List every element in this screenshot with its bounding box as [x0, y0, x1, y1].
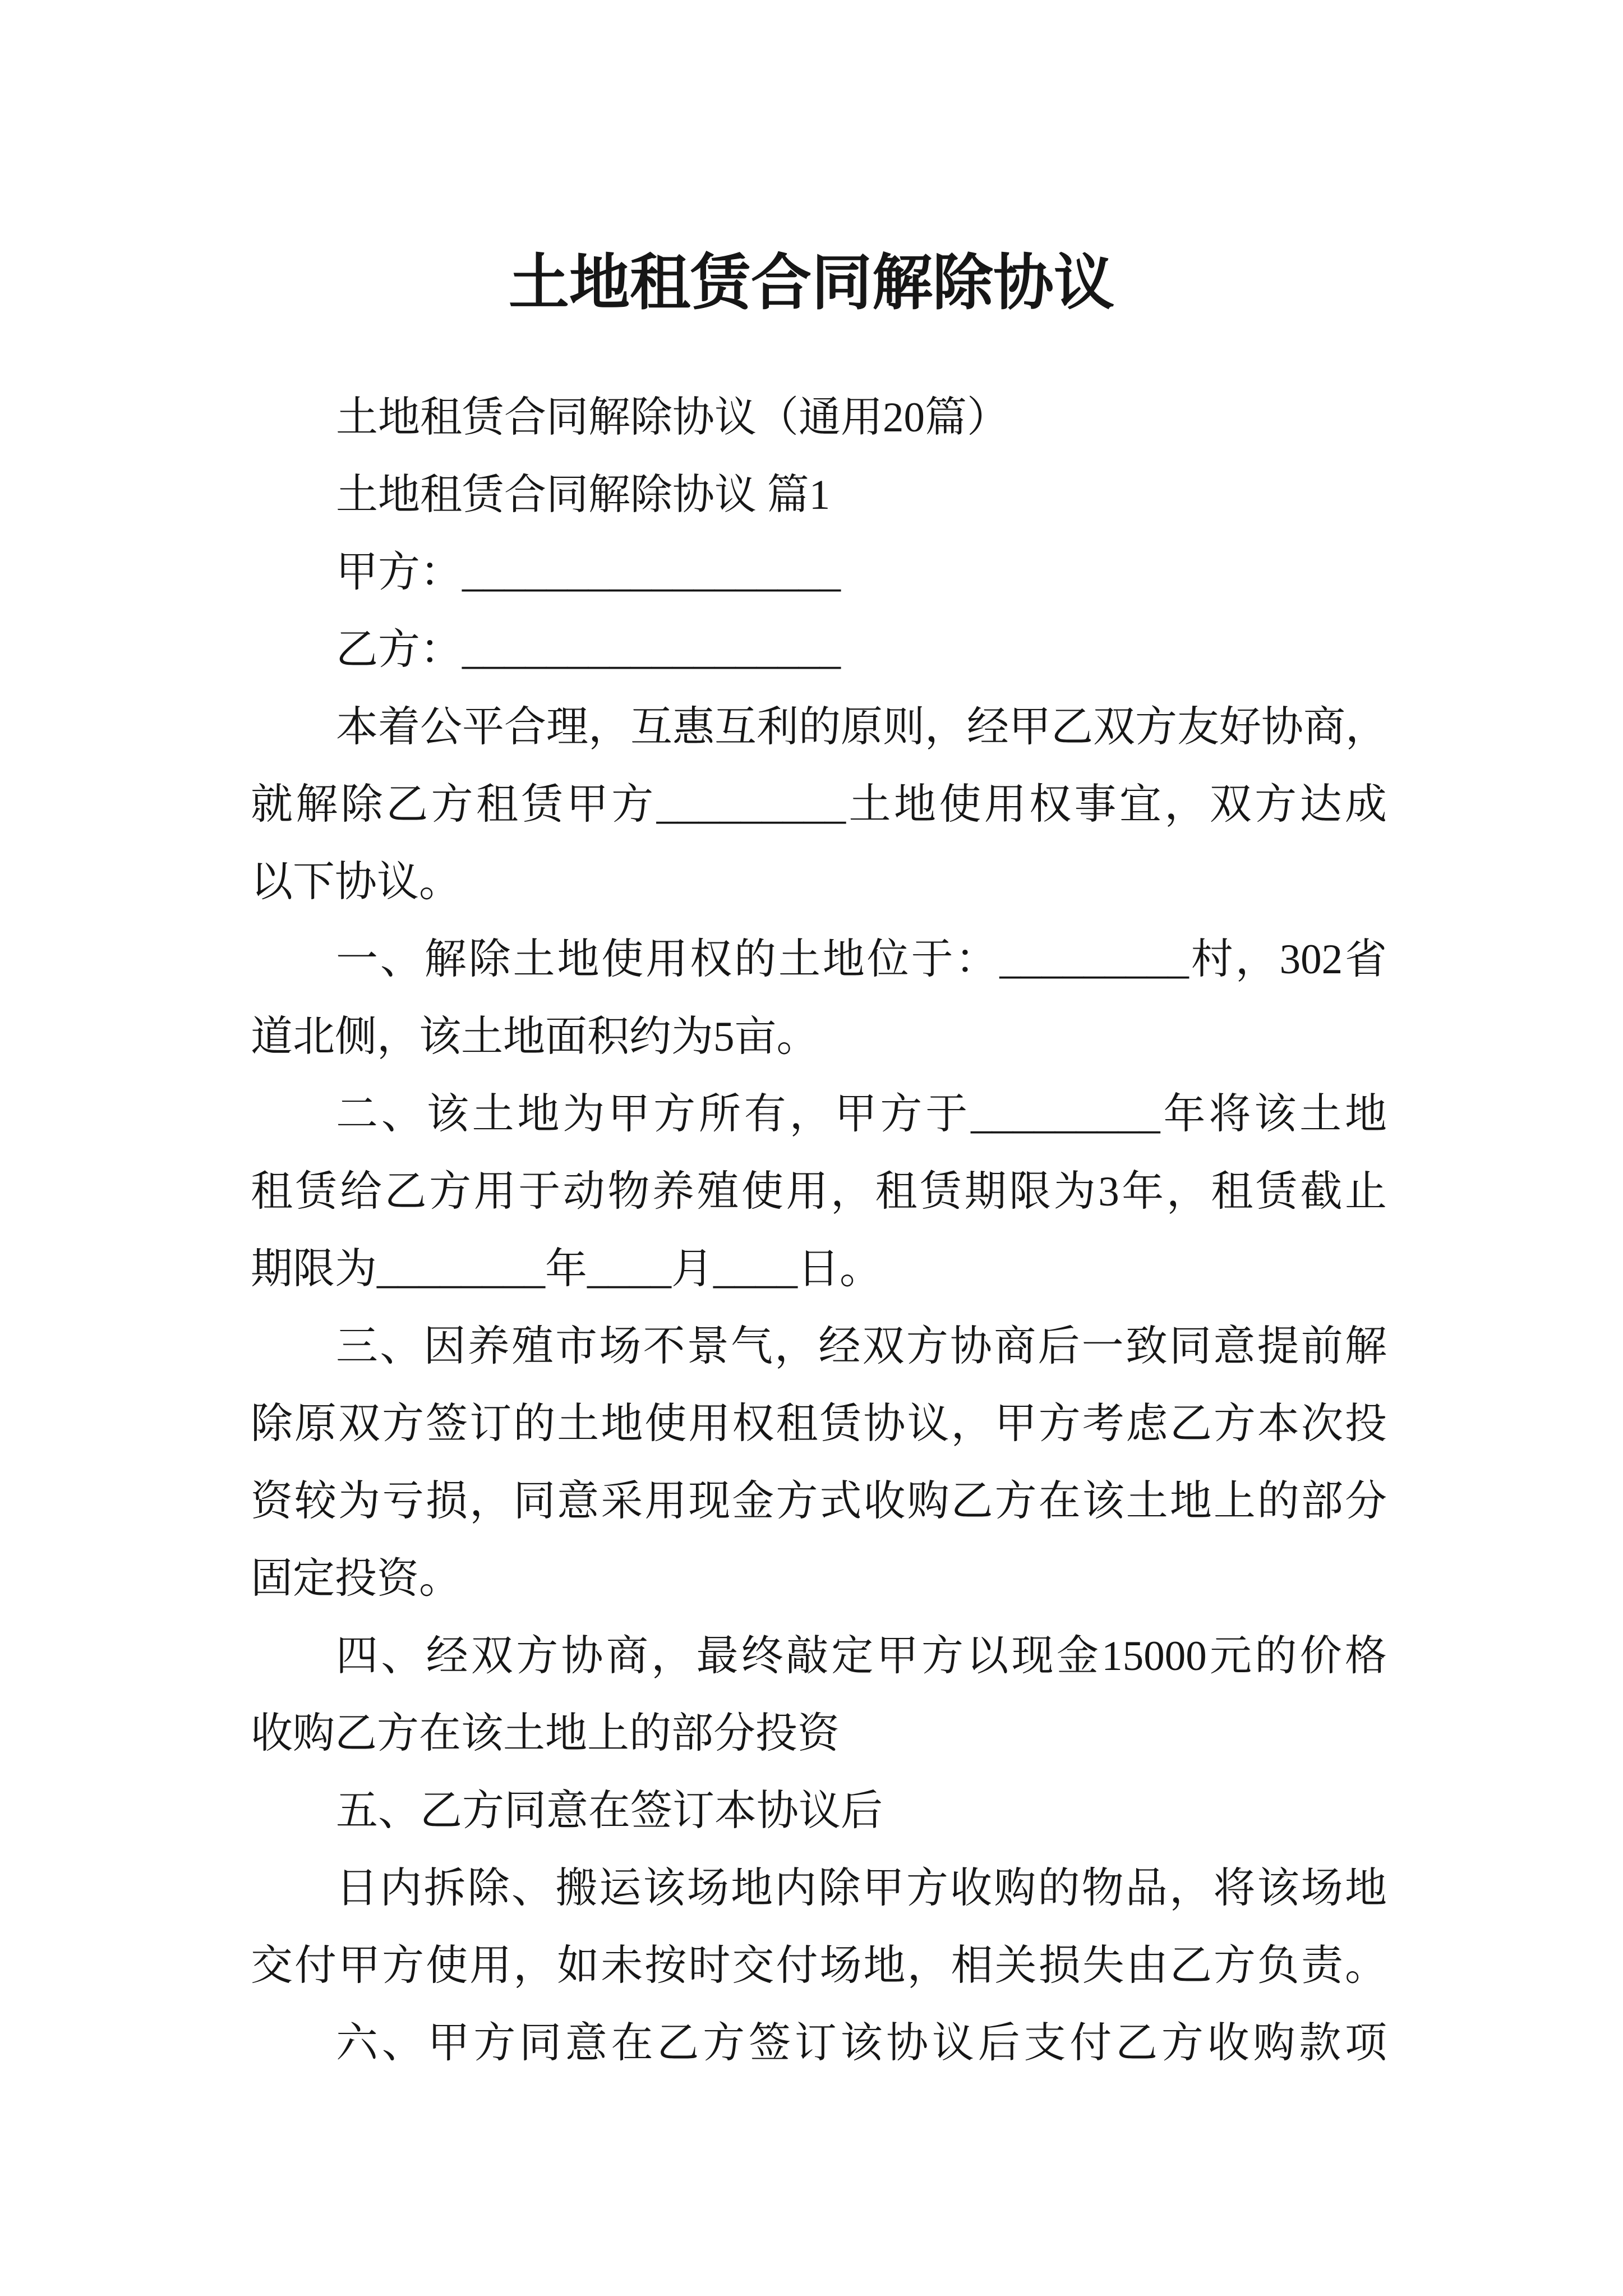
paragraph-line: 三、因养殖市场不景气，经双方协商后一致同意提前解: [336, 1323, 1387, 1370]
paragraph-line: 交付甲方使用，如未按时交付场地，相关损失由乙方负责。: [251, 1943, 1387, 1989]
paragraph-line: 土地租赁合同解除协议 篇1: [336, 472, 831, 518]
paragraph-line: 四、经双方协商，最终敲定甲方以现金15000元的价格: [336, 1633, 1387, 1680]
paragraph-line: 期限为________年____月____日。: [251, 1246, 882, 1292]
clause-6: [251, 2005, 1387, 2082]
party-a-field: [251, 534, 1387, 611]
paragraph-line: 日内拆除、搬运该场地内除甲方收购的物品，将该场地: [336, 1865, 1387, 1912]
paragraph-line: 甲方：__________________: [336, 549, 841, 596]
paragraph-subtitle: [251, 379, 1387, 457]
paragraph-line: 就解除乙方租赁甲方_________土地使用权事宜，双方达成: [251, 781, 1387, 828]
clause-5: [251, 1773, 1387, 1850]
paragraph-line: 二、该土地为甲方所有，甲方于_________年将该土地: [336, 1091, 1387, 1138]
paragraph-line: 收购乙方在该土地上的部分投资: [251, 1710, 840, 1757]
paragraph-line: 道北侧，该土地面积约为5亩。: [251, 1014, 819, 1060]
clause-3: [251, 1308, 1387, 1618]
paragraph-line: 除原双方签订的土地使用权租赁协议，甲方考虑乙方本次投: [251, 1401, 1387, 1447]
paragraph-line: 土地租赁合同解除协议（通用20篇）: [336, 394, 1009, 441]
clause-2: [251, 1076, 1387, 1308]
clause-1: [251, 921, 1387, 1076]
paragraph-line: 以下协议。: [251, 859, 462, 905]
document-body: [251, 379, 1387, 2082]
paragraph-line: 一、解除土地使用权的土地位于：_________村，302省: [336, 936, 1387, 983]
clause-4: [251, 1618, 1387, 1773]
paragraph-preamble: [251, 689, 1387, 921]
paragraph-section-heading: [251, 457, 1387, 534]
paragraph-line: 五、乙方同意在签订本协议后: [336, 1788, 883, 1834]
document-title: 土地租赁合同解除协议: [508, 250, 1114, 318]
paragraph-line: 六、甲方同意在乙方签订该协议后支付乙方收购款项: [336, 2020, 1387, 2067]
paragraph-line: 固定投资。: [251, 1556, 462, 1602]
paragraph-line: 资较为亏损，同意采用现金方式收购乙方在该土地上的部分: [251, 1478, 1387, 1525]
paragraph-line: 乙方：__________________: [336, 627, 841, 673]
clause-5-continued: [251, 1850, 1387, 2005]
party-b-field: [251, 611, 1387, 689]
paragraph-line: 本着公平合理，互惠互利的原则，经甲乙双方友好协商，: [336, 704, 1388, 751]
paragraph-line: 租赁给乙方用于动物养殖使用，租赁期限为3年，租赁截止: [251, 1168, 1387, 1215]
